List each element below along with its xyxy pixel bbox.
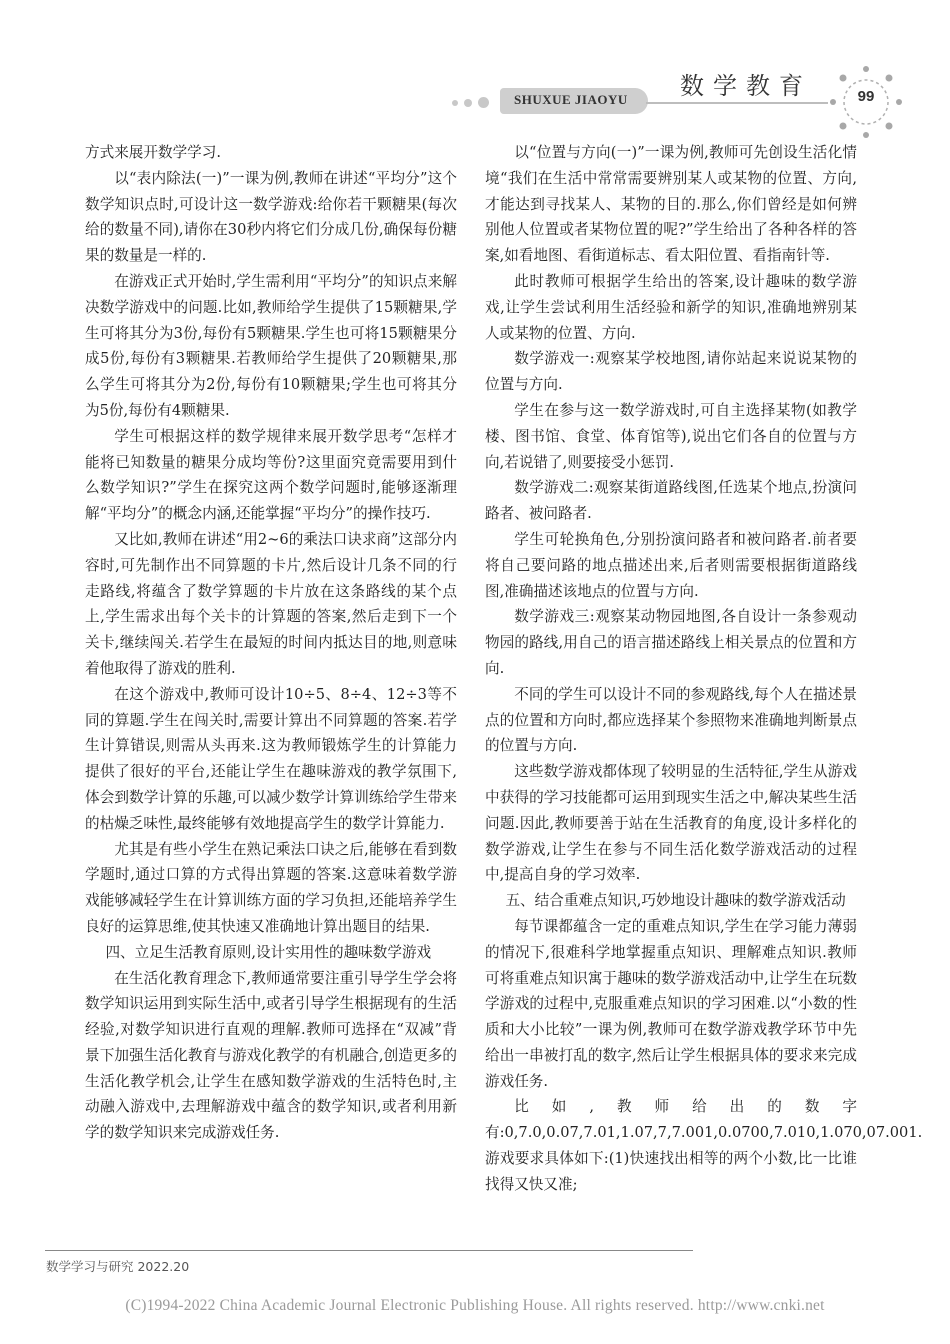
footer-rule bbox=[45, 1250, 693, 1251]
paragraph: 这些数学游戏都体现了较明显的生活特征,学生从游戏中获得的学习技能都可运用到现实生活之中,解决某些生活问题.因此,教师要善于站在生活教育的角度,设计多样化的数学游戏,让学生在参与不同生活化数学游戏活动的过程中,提高自身的学习效率. bbox=[485, 763, 857, 884]
page-number: 99 bbox=[857, 88, 875, 105]
right-column bbox=[485, 140, 923, 1198]
pinyin-label: SHUXUE JIAOYU bbox=[514, 92, 628, 107]
section-heading: 四、立足生活教育原则,设计实用性的趣味数学游戏 bbox=[105, 943, 432, 961]
paragraph: 每节课都蕴含一定的重难点知识,学生在学习能力薄弱的情况下,很难科学地掌握重点知识、理解难点知识.教师可将重难点知识寓于趣味的数学游戏活动中,让学生在玩数学游戏的过程中,克服重难点知识的学习困难.以“小数的性质和大小比较”一课为例,教师可在数学游戏教学环节中先给出一串被打乱的数字,然后让学生根据具体的要求来完成游戏任务. bbox=[485, 917, 857, 1090]
paragraph: 在这个游戏中,教师可设计10÷5、8÷4、12÷3等不同的算题.学生在闯关时,需要计算出不同算题的答案.若学生计算错误,则需从头再来.这为教师锻炼学生的计算能力提供了很好的平台,还能让学生在趣味游戏的教学氛围下,体会到数学计算的乐趣,可以减少数学计算训练给学生带来的枯燥乏味性,最终能够有效地提高学生的数学计算能力. bbox=[85, 685, 457, 832]
paragraph: 不同的学生可以设计不同的参观路线,每个人在描述景点的位置和方向时,都应选择某个参照物来准确地判断景点的位置与方向. bbox=[485, 685, 857, 755]
paragraph: 以“位置与方向(一)”一课为例,教师可先创设生活化情境“我们在生活中常常需要辨别某人或某物的位置、方向,才能达到寻找某人、某物的目的.那么,你们曾经是如何辨别他人位置或者某物位置的呢?”学生给出了各种各样的答案,如看地图、看街道标志、看太阳位置、看指南针等. bbox=[485, 144, 857, 265]
paragraph: 方式来展开数学学习. bbox=[85, 144, 221, 161]
page-header bbox=[0, 0, 950, 130]
paragraph: 数学游戏二:观察某街道路线图,任选某个地点,扮演问路者、被问路者. bbox=[485, 479, 857, 523]
paragraph: 尤其是有些小学生在熟记乘法口诀之后,能够在看到数学题时,通过口算的方式得出算题的答案.这意味着数学游戏能够减轻学生在计算训练方面的学习负担,还能培养学生良好的运算思维,使其快速又准确地计算出题目的结果. bbox=[85, 840, 457, 935]
paragraph: 比如,教师给出的数字有:0,7.0,0.07,7.01,1.07,7,7.001,0.0700,7.010,1.070,07.001.游戏要求具体如下:(1)快速找出相等的两个小数,比一比谁找得又快又准; bbox=[485, 1098, 923, 1193]
paragraph: 学生可轮换角色,分别扮演问路者和被问路者.前者要将自己要问路的地点描述出来,后者则需要根据街道路线图,准确描述该地点的位置与方向. bbox=[485, 530, 857, 600]
paragraph: 在生活化教育理念下,教师通常要注重引导学生学会将数学知识运用到实际生活中,或者引导学生根据现有的生活经验,对数学知识进行直观的理解.教师可选择在“双减”背景下加强生活化教育与游戏化教学的有机融合,创造更多的生活化教学机会,让学生在感知数学游戏的生活特色时,主动融入游戏中,去理解游戏中蕴含的数学知识,或者利用新学的数学知识来完成游戏任务. bbox=[85, 969, 457, 1142]
pinyin-banner bbox=[500, 88, 648, 114]
header-rule bbox=[646, 102, 828, 104]
paragraph: 此时教师可根据学生给出的答案,设计趣味的数学游戏,让学生尝试利用生活经验和新学的知识,准确地辨别某人或某物的位置、方向. bbox=[485, 272, 857, 342]
paragraph: 以“表内除法(一)”一课为例,教师在讲述“平均分”这个数学知识点时,可设计这一数学游戏:给你若干颗糖果(每次给的数量不同),请你在30秒内将它们分成几份,确保每份糖果的数量是一样的. bbox=[85, 169, 457, 265]
copyright-notice: (C)1994-2022 China Academic Journal Electronic Publishing House. All rights reserved. http://www.cnki.net bbox=[125, 1297, 825, 1314]
left-column bbox=[85, 140, 457, 1146]
paragraph: 数学游戏一:观察某学校地图,请你站起来说说某物的位置与方向. bbox=[485, 350, 857, 394]
paragraph: 数学游戏三:观察某动物园地图,各自设计一条参观动物园的路线,用自己的语言描述路线上相关景点的位置和方向. bbox=[485, 608, 857, 677]
decorative-dots bbox=[452, 95, 502, 109]
section-heading: 五、结合重难点知识,巧妙地设计趣味的数学游戏活动 bbox=[505, 892, 846, 910]
paragraph: 又比如,教师在讲述“用2~6的乘法口诀求商”这部分内容时,可先制作出不同算题的卡片,然后设计几条不同的行走路线,将蕴含了数学算题的卡片放在这条路线的某个点上,学生需求出每个关卡的计算题的答案,然后走到下一个关卡,继续闯关.若学生在最短的时间内抵达目的地,则意味着他取得了游戏的胜利. bbox=[85, 530, 457, 677]
journal-issue: 数学学习与研究 2022.20 bbox=[46, 1259, 190, 1274]
paragraph: 在游戏正式开始时,学生需利用“平均分”的知识点来解决数学游戏中的问题.比如,教师给学生提供了15颗糖果,学生可将其分为3份,每份有5颗糖果.学生也可将15颗糖果分成5份,每份有3颗糖果.若教师给学生提供了20颗糖果,那么学生可将其分为2份,每份有10颗糖果;学生也可将其分为5份,每份有4颗糖果. bbox=[85, 272, 457, 419]
paragraph: 学生在参与这一数学游戏时,可自主选择某物(如教学楼、图书馆、食堂、体育馆等),说出它们各自的位置与方向,若说错了,则要接受小惩罚. bbox=[485, 401, 857, 471]
paragraph: 学生可根据这样的数学规律来展开数学思考“怎样才能将已知数量的糖果分成均等份?这里面究竟需要用到什么数学知识?”学生在探究这两个数学问题时,能够逐渐理解“平均分”的概念内涵,还能掌握“平均分”的操作技巧. bbox=[85, 427, 457, 523]
journal-title: 数学教育 bbox=[680, 72, 812, 100]
